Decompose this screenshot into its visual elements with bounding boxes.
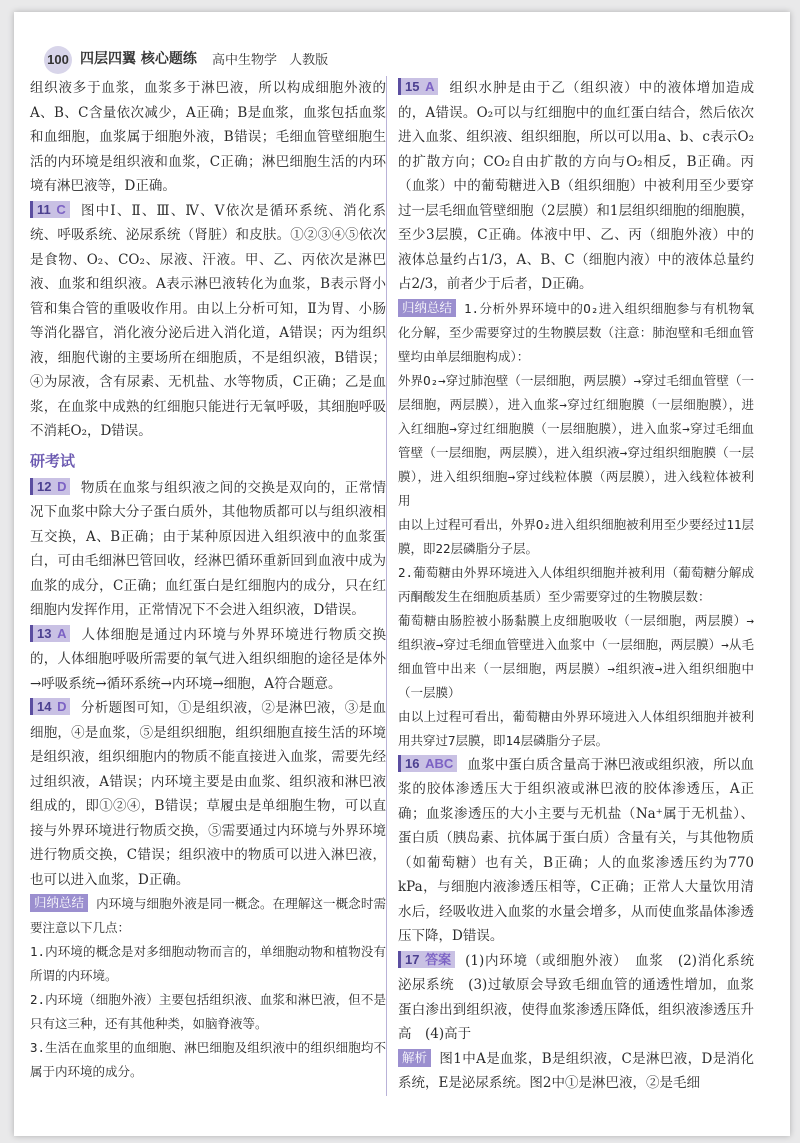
question-number-tag: 11 C bbox=[30, 201, 70, 218]
summary-point: 2.内环境（细胞外液）主要包括组织液、血浆和淋巴液，但不是只有这三种，还有其他种类，如脑脊液等。 bbox=[30, 992, 386, 1031]
question-number-tag: 15 A bbox=[398, 78, 438, 95]
column-divider bbox=[386, 76, 387, 1096]
left-column bbox=[30, 76, 386, 1084]
question-17: 17 答案 (1)内环境（或细胞外液） 血浆 (2)消化系统 泌尿系统 (3)过敏原会导致毛细血管的通透性增加，血浆蛋白渗出到组织液，使得血浆渗透压降低，组织液渗透压升高 (4)高于 bbox=[398, 951, 768, 1042]
right-column bbox=[398, 76, 768, 1096]
summary-point: 葡萄糖由肠腔被小肠黏膜上皮细胞吸收（一层细胞，两层膜）→组织液→穿过毛细血管壁进入血浆中（一层细胞，两层膜）→从毛细血管中出来（一层细胞，两层膜）→组织液→进入组织细胞中（一层膜） bbox=[398, 612, 754, 700]
subject-label: 高中生物学 人教版 bbox=[212, 53, 329, 68]
question-15: 15 A 组织水肿是由于乙（组织液）中的液体增加造成的，A错误。O₂可以与红细胞中的血红蛋白结合，然后依次进入血浆、组织液、组织细胞，所以可以用a、b、c表示O₂的扩散方向；CO₂自由扩散的方向与O₂相反，B正确。丙（血浆）中的葡萄糖进入B（组织细胞）中被利用至少要穿过一层毛细血管壁细胞（2层膜）和1层组织细胞的细胞膜，至少3层膜，C正确。体液中甲、乙、丙（细胞外液）中的液体总量约占1/3，A、B、C（细胞内液）中的液体总量约占2/3，前者少于后者，D正确。 bbox=[398, 79, 754, 292]
answer-text: 组织液多于血浆，血浆多于淋巴液，所以构成细胞外液的A、B、C含量依次减少，A正确；B是血浆，血浆包括血浆和血细胞，血浆属于细胞外液，B错误；毛细血管壁细胞生活的内环境是组织液和血浆，C正确；淋巴细胞生活的内环境有淋巴液等，D正确。 bbox=[30, 80, 386, 194]
analysis-label: 解析 bbox=[398, 1049, 431, 1067]
summary-label: 归纳总结 bbox=[30, 894, 88, 912]
summary-label: 归纳总结 bbox=[398, 299, 456, 317]
question-11: 11 C 图中Ⅰ、Ⅱ、Ⅲ、Ⅳ、Ⅴ依次是循环系统、消化系统、呼吸系统、泌尿系统（肾脏）和皮肤。①②③④⑤依次是食物、O₂、CO₂、尿液、汗液。甲、乙、丙依次是淋巴液、血浆和组织液。A表示淋巴液转化为血浆，B表示肾小管和集合管的重吸收作用。由以上分析可知，Ⅱ为胃、小肠等消化器官，消化液分泌后进入消化道，A错误；丙为组织液，细胞代谢的主要场所在细胞质，不是组织液，B错误；④为尿液，含有尿素、无机盐、水等物质，C正确；乙是血浆，在血浆中成熟的红细胞只能进行无氧呼吸，其细胞呼吸不消耗O₂，D错误。 bbox=[30, 201, 386, 439]
question-number-tag: 17 答案 bbox=[398, 951, 455, 968]
question-number-tag: 12 D bbox=[30, 478, 70, 495]
analysis: 解析 图1中A是血浆，B是组织液，C是淋巴液，D是消化系统，E是泌尿系统。图2中①是淋巴液，②是毛细 bbox=[398, 1049, 754, 1091]
question-12: 12 D 物质在血浆与组织液之间的交换是双向的，正常情况下血浆中除大分子蛋白质外，其他物质都可以与组织液相互交换，A、B正确；由于某种原因进入组织液中的血浆蛋白，可由毛细淋巴管回收，经淋巴循环重新回到血液中成为血浆的成分，C正确；血红蛋白是红细胞内的成分，只在红细胞内发挥作用，正常情况下不会进入组织液，D错误。 bbox=[30, 478, 386, 618]
section-title: 研考试 bbox=[30, 451, 76, 470]
question-number-tag: 16 ABC bbox=[398, 755, 457, 772]
series-title: 四层四翼 核心题练 bbox=[80, 51, 197, 67]
question-14: 14 D 分析题图可知，①是组织液，②是淋巴液，③是血细胞，④是血浆，⑤是组织细胞，组织细胞直接生活的环境是组织液，组织细胞内的物质不能直接进入血浆，需要先经过组织液，A错误；内环境主要是由血浆、组织液和淋巴液组成的，即①②④，B错误；草履虫是单细胞生物，可以直接与外界环境进行物质交换，⑤需要通过内环境与外界环境进行物质交换，C错误；组织液中的物质可以进入淋巴液，也可以进入血浆，D正确。 bbox=[30, 699, 386, 888]
summary-point: 1.内环境的概念是对多细胞动物而言的，单细胞动物和植物没有所谓的内环境。 bbox=[30, 944, 386, 983]
question-16: 16 ABC 血浆中蛋白质含量高于淋巴液或组织液，所以血浆的胶体渗透压大于组织液或淋巴液的胶体渗透压，A正确；血浆渗透压的大小主要与无机盐（Na⁺属于无机盐）、蛋白质（胰岛素、抗体属于蛋白质）含量有关，与其他物质（如葡萄糖）也有关，B正确；人的血浆渗透压约为770 kPa，与细胞内液渗透压相等，C正确；正常人大量饮用清水后，经吸收进入血浆的水量会增多，从而使血浆晶体渗透压下降，D错误。 bbox=[398, 755, 754, 944]
question-number-tag: 13 A bbox=[30, 625, 70, 642]
summary-point: 3.生活在血浆里的血细胞、淋巴细胞及组织液中的组织细胞均不属于内环境的成分。 bbox=[30, 1040, 386, 1079]
page-number: 100 bbox=[44, 46, 72, 74]
summary-point: 2.葡萄糖由外界环境进入人体组织细胞并被利用（葡萄糖分解成丙酮酸发生在细胞质基质）至少需要穿过的生物膜层数： bbox=[398, 564, 754, 604]
summary-box: 归纳总结 1.分析外界环境中的O₂进入组织细胞参与有机物氧化分解，至少需要穿过的生物膜层数（注意：肺泡壁和毛细血管壁均由单层细胞构成）： 外界O₂→穿过肺泡壁（一层细胞，两层膜）→穿过毛细血管壁（一层细胞，两层膜），进入血浆→穿过红细胞膜（一层细胞膜），进入红细胞→穿过红细胞膜（一层细胞膜），进入血浆→穿过毛细血管壁（一层细胞，两层膜），进入组织液→穿过组织细胞膜（一层膜），进入组织细胞→穿过线粒体膜（两层膜），进入线粒体被利用 由以上过程可看出，外界O₂进入组织细胞被利用至少要经过11层膜，即22层磷脂分子层。 2.葡萄糖由外界环境进入人体组织细胞并被利用（葡萄糖分解成丙酮酸发生在细胞质基质）至少需要穿过的生物膜层数： 葡萄糖由肠腔被小肠黏膜上皮细胞吸收（一层细胞，两层膜）→组织液→穿过毛细血管壁进入血浆中（一层细胞，两层膜）→从毛细血管中出来（一层细胞，两层膜）→组织液→进入组织细胞中（一层膜） 由以上过程可看出，葡萄糖由外界环境进入人体组织细胞并被利用共穿过7层膜，即14层磷脂分子层。 bbox=[398, 297, 754, 753]
summary-point: 由以上过程可看出，葡萄糖由外界环境进入人体组织细胞并被利用共穿过7层膜，即14层磷脂分子层。 bbox=[398, 708, 754, 748]
question-13: 13 A 人体细胞是通过内环境与外界环境进行物质交换的，人体细胞呼吸所需要的氧气进入组织细胞的途径是体外→呼吸系统→循环系统→内环境→细胞，A符合题意。 bbox=[30, 625, 386, 692]
page-header bbox=[14, 12, 790, 72]
summary-point: 外界O₂→穿过肺泡壁（一层细胞，两层膜）→穿过毛细血管壁（一层细胞，两层膜），进入血浆→穿过红细胞膜（一层细胞膜），进入红细胞→穿过红细胞膜（一层细胞膜），进入血浆→穿过毛细血管壁（一层细胞，两层膜），进入组织液→穿过组织细胞膜（一层膜），进入组织细胞→穿过线粒体膜（两层膜），进入线粒体被利用 bbox=[398, 372, 754, 508]
summary-box: 归纳总结 内环境与细胞外液是同一概念。在理解这一概念时需要注意以下几点： 1.内环境的概念是对多细胞动物而言的，单细胞动物和植物没有所谓的内环境。 2.内环境（细胞外液）主要包括组织液、血浆和淋巴液，但不是只有这三种，还有其他种类，如脑脊液等。 3.生活在血浆里的血细胞、淋巴细胞及组织液中的组织细胞均不属于内环境的成分。 bbox=[30, 892, 386, 1084]
question-number-tag: 14 D bbox=[30, 698, 70, 715]
summary-point: 由以上过程可看出，外界O₂进入组织细胞被利用至少要经过11层膜，即22层磷脂分子层。 bbox=[398, 516, 754, 556]
